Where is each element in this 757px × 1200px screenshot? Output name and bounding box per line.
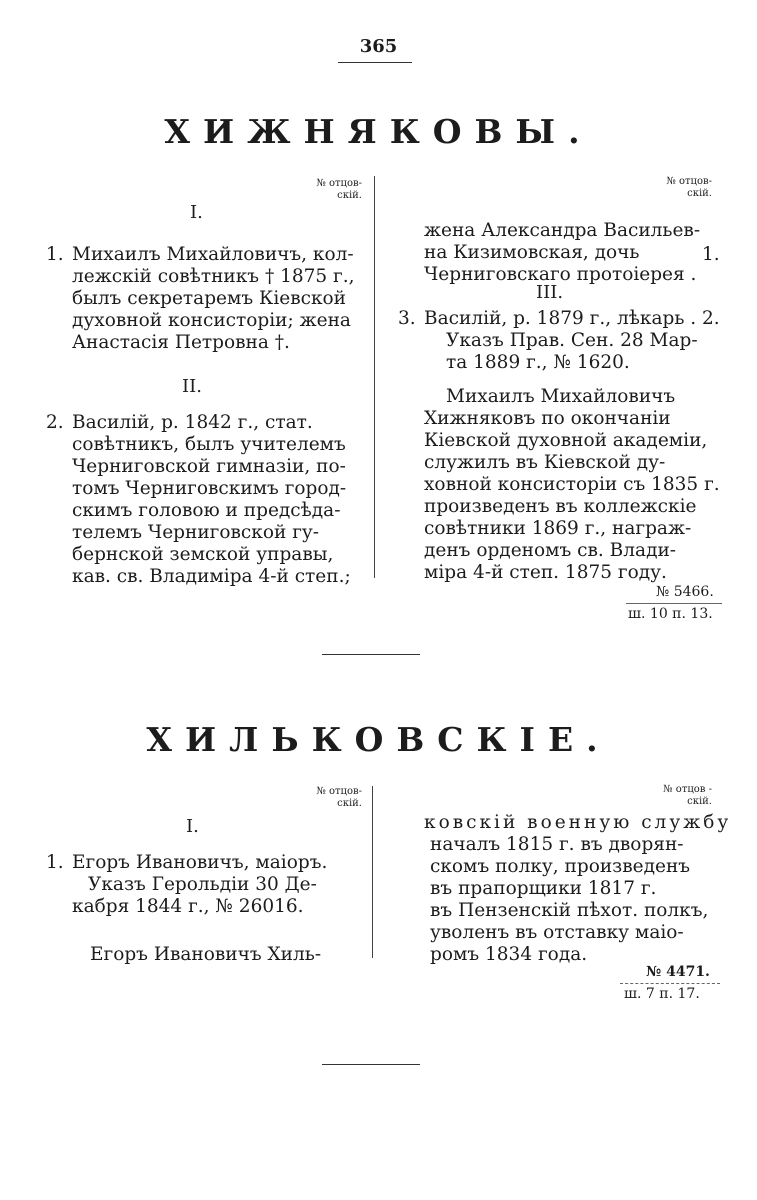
section-separator xyxy=(322,654,420,655)
entry-1-text xyxy=(72,852,327,918)
father-number-1: 1. xyxy=(702,244,720,265)
page-number: 365 xyxy=(359,36,398,57)
text-line: въ Пензенскій пѣхот. полкъ, xyxy=(430,900,709,921)
entry-number-2: 2. xyxy=(46,412,64,433)
text-line: въ прапорщики 1817 г. xyxy=(430,878,657,899)
text-line: Василій, р. 1842 г., стат. xyxy=(72,412,313,433)
text-line: телемъ Черниговской гу- xyxy=(72,522,320,543)
column-divider xyxy=(372,786,373,958)
text-line: скимъ головою и предсѣда- xyxy=(72,500,341,521)
text-line: Егоръ Ивановичъ, маіоръ. xyxy=(72,852,328,873)
column-note-line: скій. xyxy=(687,796,712,807)
column-note-left xyxy=(300,178,362,202)
text-line: ромъ 1834 года. xyxy=(430,944,588,965)
text-line: произведенъ въ коллежскіе xyxy=(424,496,697,517)
text-line: Анастасія Петровна †. xyxy=(72,332,290,353)
column-note-left xyxy=(300,786,362,810)
text-line: Михаилъ Михайловичъ, кол- xyxy=(72,244,354,265)
text-line: совѣтникъ, былъ учителемъ xyxy=(72,434,346,455)
text-line: уволенъ въ отставку маіо- xyxy=(430,922,684,943)
reference-number: № 4471. xyxy=(646,964,710,980)
entry-2-continuation xyxy=(424,220,700,286)
text-line: началъ 1815 г. въ дворян- xyxy=(430,834,684,855)
column-note-line: № отцов- xyxy=(666,176,712,187)
text-line: жена Александра Васильев- xyxy=(424,220,701,241)
text-line: былъ секретаремъ Кіевской xyxy=(72,288,347,309)
entry-1-text xyxy=(72,244,355,354)
text-line: кав. св. Владиміра 4-й степ.; xyxy=(72,566,351,587)
column-note-line: № отцов - xyxy=(663,784,712,795)
column-note-right xyxy=(646,784,712,808)
text-line: денъ орденомъ св. Влади- xyxy=(424,540,677,561)
text-line: служилъ въ Кіевской ду- xyxy=(424,452,666,473)
text-line: лежскій совѣтникъ † 1875 г., xyxy=(72,266,355,287)
entry-number-1: 1. xyxy=(46,852,64,873)
biography-start: Егоръ Ивановичъ Хиль- xyxy=(90,944,322,965)
text-line: ковскій военную службу xyxy=(424,812,732,833)
text-line: міра 4-й степ. 1875 году. xyxy=(424,562,667,583)
text-line: духовной консисторіи; жена xyxy=(72,310,351,331)
reference-shelf: ш. 7 п. 17. xyxy=(624,986,700,1002)
reference-rule xyxy=(620,983,720,984)
header-rule xyxy=(338,62,412,63)
column-note-line: скій. xyxy=(337,798,362,809)
text-line: томъ Черниговскимъ город- xyxy=(72,478,347,499)
text-line: Хижняковъ по окончаніи xyxy=(424,408,671,429)
text-line: скомъ полку, произведенъ xyxy=(430,856,691,877)
text-line: Кіевской духовной академіи, xyxy=(424,430,708,451)
biography-khilkovsky xyxy=(424,812,731,966)
text-line: ховной консисторіи съ 1835 г. xyxy=(424,474,720,495)
text-line: совѣтники 1869 г., награж- xyxy=(424,518,692,539)
father-number-2: 2. xyxy=(702,308,720,329)
text-line: Указъ Прав. Сен. 28 Мар- xyxy=(446,330,698,351)
column-divider xyxy=(374,176,375,578)
reference-number: № 5466. xyxy=(656,584,714,600)
text-line: бернской земской управы, xyxy=(72,544,334,565)
entry-number-1: 1. xyxy=(46,244,64,265)
column-note-line: скій. xyxy=(687,188,712,199)
text-line: кабря 1844 г., № 26016. xyxy=(72,896,304,917)
biography-khizhnyakov xyxy=(424,386,720,584)
reference-rule xyxy=(626,603,722,604)
generation-heading-2: II. xyxy=(182,376,202,397)
column-note-line: № отцов- xyxy=(316,786,362,797)
text-line: на Кизимовская, дочь xyxy=(424,242,640,263)
reference-shelf: ш. 10 п. 13. xyxy=(628,606,713,622)
entry-3-text xyxy=(424,308,698,374)
text-line: Михаилъ Михайловичъ xyxy=(446,386,676,407)
column-note-line: № отцов- xyxy=(316,178,362,189)
text-line: та 1889 г., № 1620. xyxy=(446,352,630,373)
column-note-line: скій. xyxy=(337,190,362,201)
section-title-khilkovskie: ХИЛЬКОВСКІЕ. xyxy=(146,720,611,759)
section-separator xyxy=(322,1064,420,1065)
text-line: Василій, р. 1879 г., лѣкарь . xyxy=(424,308,697,329)
text-line: Черниговскаго протоіерея . xyxy=(424,264,697,285)
generation-heading-3: III. xyxy=(536,282,564,303)
section-title-khizhnyakovy: ХИЖНЯКОВЫ. xyxy=(164,112,593,151)
generation-heading-1: I. xyxy=(190,202,203,223)
entry-number-3: 3. xyxy=(398,308,416,329)
text-line: Указъ Герольдіи 30 Де- xyxy=(88,874,317,895)
text-line: Черниговской гимназіи, по- xyxy=(72,456,346,477)
column-note-right xyxy=(650,176,712,200)
entry-2-text xyxy=(72,412,351,588)
generation-heading-1: I. xyxy=(186,816,199,837)
